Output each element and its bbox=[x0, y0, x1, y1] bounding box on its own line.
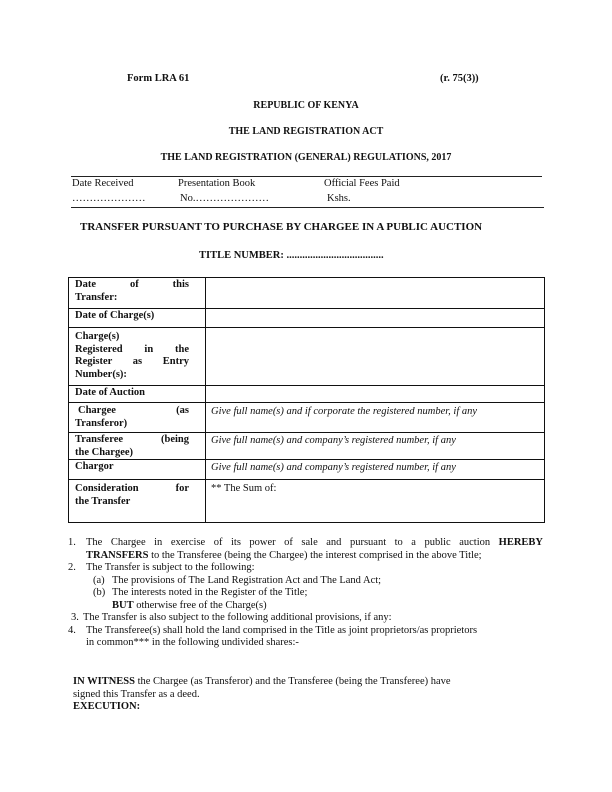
table-row bbox=[69, 386, 545, 403]
consideration-field[interactable]: ** The Sum of: bbox=[206, 480, 545, 523]
title-number-value: : ..................................... bbox=[280, 250, 384, 261]
clause-number: 2. bbox=[68, 562, 76, 573]
date-of-transfer-field[interactable] bbox=[206, 278, 545, 309]
row-label-date-of-transfer bbox=[69, 278, 206, 309]
table-row bbox=[69, 433, 545, 460]
table-row bbox=[69, 460, 545, 480]
clause-number: 3. bbox=[71, 612, 79, 623]
table-row bbox=[69, 278, 545, 309]
chargor-field[interactable]: Give full name(s) and company’s registered number, if any bbox=[206, 460, 545, 480]
clause-text: The Transfer is subject to the following: bbox=[86, 562, 255, 573]
regulations-heading: THE LAND REGISTRATION (GENERAL) REGULATIONS, 2017 bbox=[160, 152, 452, 163]
witness-emphasis: IN WITNESS bbox=[73, 676, 135, 687]
clause-text: in common*** in the following undivided shares:- bbox=[86, 637, 299, 648]
clause-1 bbox=[68, 537, 543, 562]
row-label-date-of-charge: Date of Charge(s) bbox=[69, 309, 206, 328]
clause-emphasis: BUT bbox=[112, 599, 134, 611]
clause-2a bbox=[68, 575, 543, 588]
table-row bbox=[69, 480, 545, 523]
clause-text: The Transfer is also subject to the following additional provisions, if any: bbox=[83, 612, 392, 623]
transferee-field[interactable]: Give full name(s) and company’s registered number, if any bbox=[206, 433, 545, 460]
date-received-label: Date Received bbox=[72, 178, 134, 189]
label-line: the Transfer bbox=[75, 495, 131, 507]
witness-text: signed this Transfer as a deed. bbox=[73, 688, 200, 700]
official-fees-label: Official Fees Paid bbox=[324, 178, 400, 189]
label-line: Number(s): bbox=[75, 368, 127, 380]
presentation-book-label: Presentation Book bbox=[178, 178, 256, 189]
table-row bbox=[69, 328, 545, 386]
execution-heading: EXECUTION: bbox=[73, 701, 141, 712]
chargee-field[interactable]: Give full name(s) and if corporate the registered number, if any bbox=[206, 403, 545, 433]
clause-4 bbox=[68, 625, 543, 650]
witness-line-1 bbox=[73, 676, 543, 689]
document-title: TRANSFER PURSUANT TO PURCHASE BY CHARGEE IN A PUBLIC AUCTION bbox=[80, 221, 483, 233]
title-number-label: TITLE NUMBER bbox=[199, 250, 281, 261]
label-line: Transferor) bbox=[75, 417, 128, 429]
clause-text: The provisions of The Land Registration Act and The Land Act; bbox=[112, 574, 382, 586]
divider-top bbox=[71, 176, 542, 177]
label-line: Consideration for bbox=[75, 483, 189, 494]
clauses-list bbox=[68, 537, 543, 650]
date-received-field[interactable]: ………………… bbox=[72, 193, 146, 204]
clause-emphasis: HEREBY bbox=[498, 537, 543, 548]
clause-2b-continuation bbox=[68, 600, 543, 613]
label-line: the Chargee) bbox=[75, 446, 134, 458]
clause-2b bbox=[68, 587, 543, 600]
clause-number: (b) bbox=[93, 587, 106, 598]
clause-text: to the Transferee (being the Chargee) the interest comprised in the above Title; bbox=[148, 549, 482, 561]
label-line: Chargee (as bbox=[78, 405, 189, 416]
table-row bbox=[69, 309, 545, 328]
row-label-charge-entry-numbers bbox=[69, 328, 206, 386]
row-label-chargee bbox=[69, 403, 206, 433]
clause-text: The interests noted in the Register of the Title; bbox=[112, 587, 308, 598]
country-heading: REPUBLIC OF KENYA bbox=[253, 100, 359, 111]
row-label-date-of-auction: Date of Auction bbox=[69, 386, 206, 403]
presentation-number-field[interactable]: No.………………… bbox=[180, 193, 269, 204]
row-label-transferee bbox=[69, 433, 206, 460]
form-id: Form LRA 61 bbox=[127, 73, 190, 84]
title-number[interactable] bbox=[199, 250, 384, 261]
clause-text: The Chargee in exercise of its power of sale and pursuant to a public auction bbox=[86, 537, 491, 548]
clause-1-line-1 bbox=[86, 537, 543, 550]
clause-number: (a) bbox=[93, 574, 105, 586]
label-line: Date of this bbox=[75, 279, 189, 290]
witness-text: the Chargee (as Transferor) and the Transferee (being the Transferee) have bbox=[134, 676, 451, 687]
clause-text: The Transferee(s) shall hold the land comprised in the Title as joint proprietors/as proprietors bbox=[86, 624, 478, 636]
clause-text: otherwise free of the Charge(s) bbox=[133, 599, 267, 611]
label-line: Charge(s) bbox=[75, 331, 120, 342]
act-heading: THE LAND REGISTRATION ACT bbox=[228, 126, 384, 137]
label-line: Transferee (being bbox=[75, 434, 189, 445]
clause-1-line-2 bbox=[86, 550, 543, 563]
divider-bottom bbox=[71, 207, 544, 208]
row-label-consideration bbox=[69, 480, 206, 523]
clause-number: 4. bbox=[68, 624, 76, 636]
label-line: Register as Entry bbox=[75, 356, 189, 367]
date-of-auction-field[interactable] bbox=[206, 386, 545, 403]
transfer-details-table bbox=[68, 277, 545, 523]
table-row bbox=[69, 403, 545, 433]
clause-emphasis: TRANSFERS bbox=[86, 549, 149, 561]
label-line: Registered in the bbox=[75, 343, 189, 355]
clause-number: 1. bbox=[68, 537, 76, 548]
date-of-charge-field[interactable] bbox=[206, 309, 545, 328]
rule-reference: (r. 75(3)) bbox=[440, 73, 479, 84]
row-label-chargor: Chargor bbox=[69, 460, 206, 480]
clause-2 bbox=[68, 562, 543, 575]
charge-entry-numbers-field[interactable] bbox=[206, 328, 545, 386]
fees-currency-field[interactable]: Kshs. bbox=[327, 193, 351, 204]
label-line: Transfer: bbox=[75, 291, 118, 303]
clause-3 bbox=[68, 612, 543, 625]
witness-block bbox=[73, 676, 543, 714]
